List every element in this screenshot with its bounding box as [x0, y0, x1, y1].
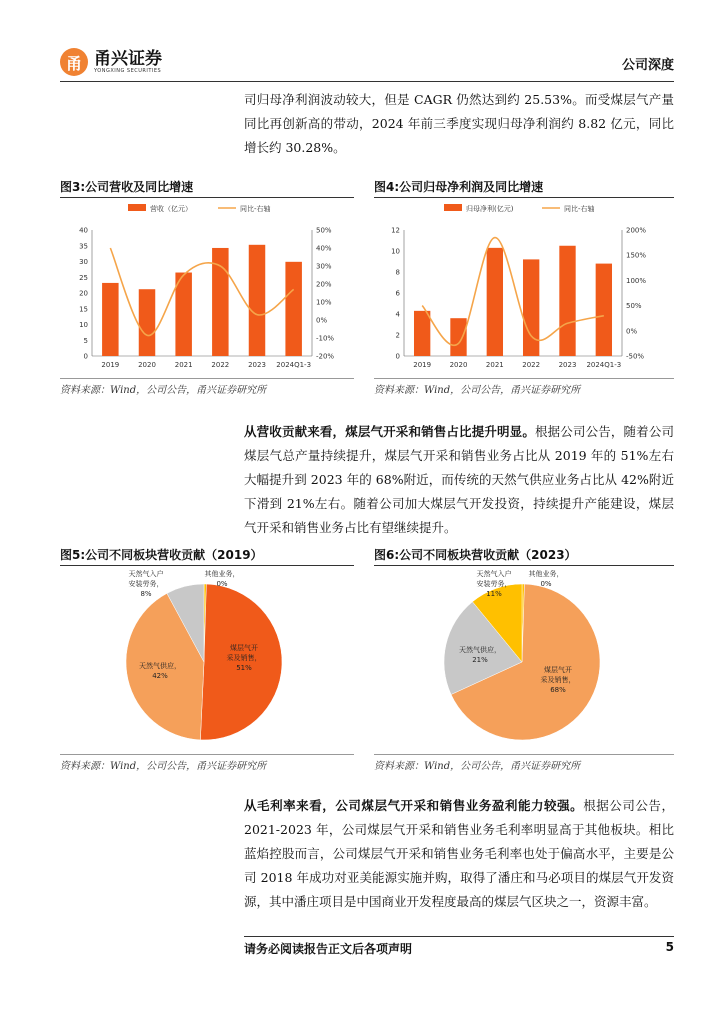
- fig3-xtick-label: 2022: [211, 361, 230, 369]
- fig5-slice: [200, 584, 282, 740]
- fig4-ytick-label: 4: [395, 310, 400, 319]
- fig4-xtick-label: 2023: [558, 361, 577, 369]
- fig4-bar: [523, 259, 539, 356]
- fig6-slice-label: 0%: [540, 580, 552, 588]
- page-header: [60, 48, 674, 80]
- fig3-bar: [139, 289, 156, 356]
- fig3-bar: [249, 245, 266, 356]
- fig5-slice-label: 天然气入户: [128, 570, 164, 578]
- page-number: 5: [665, 940, 674, 954]
- fig3-ytick-label: 40: [79, 226, 88, 235]
- fig4-xtick-label: 2022: [522, 361, 541, 369]
- fig3-legend-bar-swatch: [128, 204, 146, 211]
- fig3-y2tick-label: -10%: [316, 334, 335, 343]
- fig5-slice-label: 42%: [152, 672, 168, 680]
- fig6-source: 资料来源：Wind，公司公告，甬兴证券研究所: [374, 754, 674, 772]
- fig4-legend-bar-label: 归母净利(亿元): [466, 205, 514, 213]
- fig3-ytick-label: 25: [79, 273, 88, 282]
- fig4-ytick-label: 0: [395, 352, 400, 361]
- fig3-growth-line: [110, 248, 293, 336]
- fig6-slice-label: 天然气入户: [476, 570, 512, 578]
- fig6-slice-label: 安装劳务，: [476, 580, 512, 588]
- fig4-y2tick-label: 100%: [626, 276, 647, 285]
- fig4-bar: [559, 246, 575, 356]
- fig4-bar: [596, 264, 612, 356]
- fig4-xtick-label: 2020: [449, 361, 468, 369]
- fig5-slice-label: 煤层气开: [230, 644, 258, 652]
- fig3-title: 图3:公司营收及同比增速: [60, 178, 354, 198]
- fig3-y2tick-label: 0%: [316, 316, 328, 325]
- fig4-title: 图4:公司归母净利润及同比增速: [374, 178, 674, 198]
- fig5-slice-label: 51%: [236, 664, 252, 672]
- fig6-slice-label: 其他业务，: [528, 570, 564, 578]
- fig5-slice-label: 安装劳务，: [128, 580, 164, 588]
- fig4-legend-line-label: 同比-右轴: [564, 205, 595, 213]
- fig3-y2tick-label: 40%: [316, 244, 332, 253]
- fig4-legend-bar-swatch: [444, 204, 462, 211]
- paragraph-3-body: 根据公司公告，2021-2023 年，公司煤层气开采和销售业务毛利率明显高于其他板块。相比蓝焰控股而言，公司煤层气开采和销售业务毛利率也处于偏高水平，主要是公司 2018 年成功对亚美能源实施并购，取得了潘庄和马必项目的煤层气开发资源，其中潘庄项目是中国商业开发程度最高的煤层气区块之一，资源丰富。: [244, 798, 674, 909]
- fig4-growth-line: [422, 238, 604, 346]
- fig5-chart: [60, 566, 354, 752]
- fig4-y2tick-label: 200%: [626, 226, 647, 235]
- fig3-xtick-label: 2021: [174, 361, 193, 369]
- fig4-source: 资料来源：Wind，公司公告，甬兴证券研究所: [374, 378, 674, 396]
- logo-name: 甬兴证券: [94, 49, 162, 69]
- fig4-ytick-label: 2: [395, 331, 400, 340]
- fig4-y2tick-label: 150%: [626, 251, 647, 260]
- fig4-bar: [414, 311, 430, 356]
- fig5-slice-label: 8%: [140, 590, 152, 598]
- fig3-y2tick-label: 30%: [316, 262, 332, 271]
- footer-notice: 请务必阅读报告正文后各项声明: [244, 942, 413, 956]
- fig4-y2tick-label: 50%: [626, 302, 642, 311]
- fig6-title: 图6:公司不同板块营收贡献（2023）: [374, 546, 674, 566]
- fig3-xtick-label: 2020: [138, 361, 156, 369]
- fig6-slice-label: 21%: [472, 656, 488, 664]
- fig3-ytick-label: 15: [79, 305, 88, 314]
- paragraph-2: [244, 420, 674, 540]
- fig4-y2tick-label: 0%: [626, 327, 638, 336]
- fig5-slice-label: 其他业务，: [204, 570, 240, 578]
- fig3-source: 资料来源：Wind，公司公告，甬兴证券研究所: [60, 378, 354, 396]
- fig6-slice-label: 采及销售，: [540, 676, 576, 684]
- fig3-xtick-label: 2019: [101, 361, 120, 369]
- fig4-bar: [487, 248, 503, 356]
- fig3-ytick-label: 5: [83, 336, 88, 345]
- fig5-slice-label: 0%: [216, 580, 228, 588]
- paragraph-3: [244, 794, 674, 914]
- paragraph-3-lead: 从毛利率来看，公司煤层气开采和销售业务盈利能力较强。: [244, 798, 584, 813]
- fig3-chart: [60, 198, 354, 376]
- fig3-bar: [285, 262, 302, 356]
- fig6-slice-label: 煤层气开: [544, 666, 572, 674]
- logo-english: YONGXING SECURITIES: [94, 68, 162, 74]
- fig4-xtick-label: 2024Q1-3: [586, 361, 622, 369]
- fig3-bar: [102, 283, 119, 356]
- fig4-bar: [450, 318, 466, 356]
- paragraph-2-body: 根据公司公告，随着公司煤层气总产量持续提升，煤层气开采和销售业务占比从 2019 年的 51%左右大幅提升到 2023 年的 68%附近，而传统的天然气供应业务占比从 42%附近下滑到 21%左右。随着公司加大煤层气开发投资，持续提升产能建设，煤层气开采和销售业务占比有望继续提升。: [244, 424, 674, 535]
- fig3-ytick-label: 10: [79, 321, 88, 329]
- header-divider: [60, 81, 674, 82]
- fig4-ytick-label: 8: [395, 268, 400, 277]
- fig3-y2tick-label: 10%: [316, 298, 332, 307]
- fig4-ytick-label: 12: [391, 226, 400, 235]
- fig4-chart: [374, 198, 674, 376]
- fig3-legend-line-label: 同比-右轴: [240, 205, 271, 213]
- fig3-ytick-label: 0: [83, 352, 88, 361]
- fig3-ytick-label: 20: [79, 289, 88, 298]
- fig3-ytick-label: 35: [79, 242, 88, 251]
- fig5-source: 资料来源：Wind，公司公告，甬兴证券研究所: [60, 754, 354, 772]
- fig4-xtick-label: 2019: [413, 361, 432, 369]
- fig6-slice-label: 天然气供应，: [459, 646, 501, 654]
- report-type: 公司深度: [621, 58, 674, 73]
- logo-icon: 甬: [60, 48, 88, 76]
- footer-divider: [244, 936, 674, 937]
- fig3-y2tick-label: 50%: [316, 226, 332, 235]
- fig3-y2tick-label: -20%: [316, 352, 335, 361]
- fig3-xtick-label: 2024Q1-3: [276, 361, 312, 369]
- fig3-ytick-label: 30: [79, 258, 88, 266]
- fig3-y2tick-label: 20%: [316, 280, 332, 289]
- fig5-slice-label: 采及销售，: [226, 654, 262, 662]
- fig6-slice-label: 68%: [550, 686, 566, 694]
- fig4-ytick-label: 10: [391, 247, 400, 256]
- paragraph-1: 司归母净利润波动较大，但是 CAGR 仍然达到约 25.53%。而受煤层气产量同比再创新高的带动，2024 年前三季度实现归母净利润约 8.82 亿元，同比增长约 30.28%。: [244, 92, 674, 155]
- fig4-ytick-label: 6: [395, 289, 400, 298]
- fig3-legend-bar-label: 营收（亿元）: [150, 205, 192, 213]
- fig6-chart: [374, 566, 674, 752]
- fig3-xtick-label: 2023: [248, 361, 266, 369]
- fig4-y2tick-label: -50%: [626, 352, 645, 361]
- fig5-slice-label: 天然气供应，: [139, 662, 181, 670]
- paragraph-2-lead: 从营收贡献来看，煤层气开采和销售占比提升明显。: [244, 424, 535, 439]
- fig6-slice-label: 11%: [486, 590, 502, 598]
- fig5-title: 图5:公司不同板块营收贡献（2019）: [60, 546, 354, 566]
- fig4-xtick-label: 2021: [485, 361, 504, 369]
- company-logo: [60, 48, 162, 76]
